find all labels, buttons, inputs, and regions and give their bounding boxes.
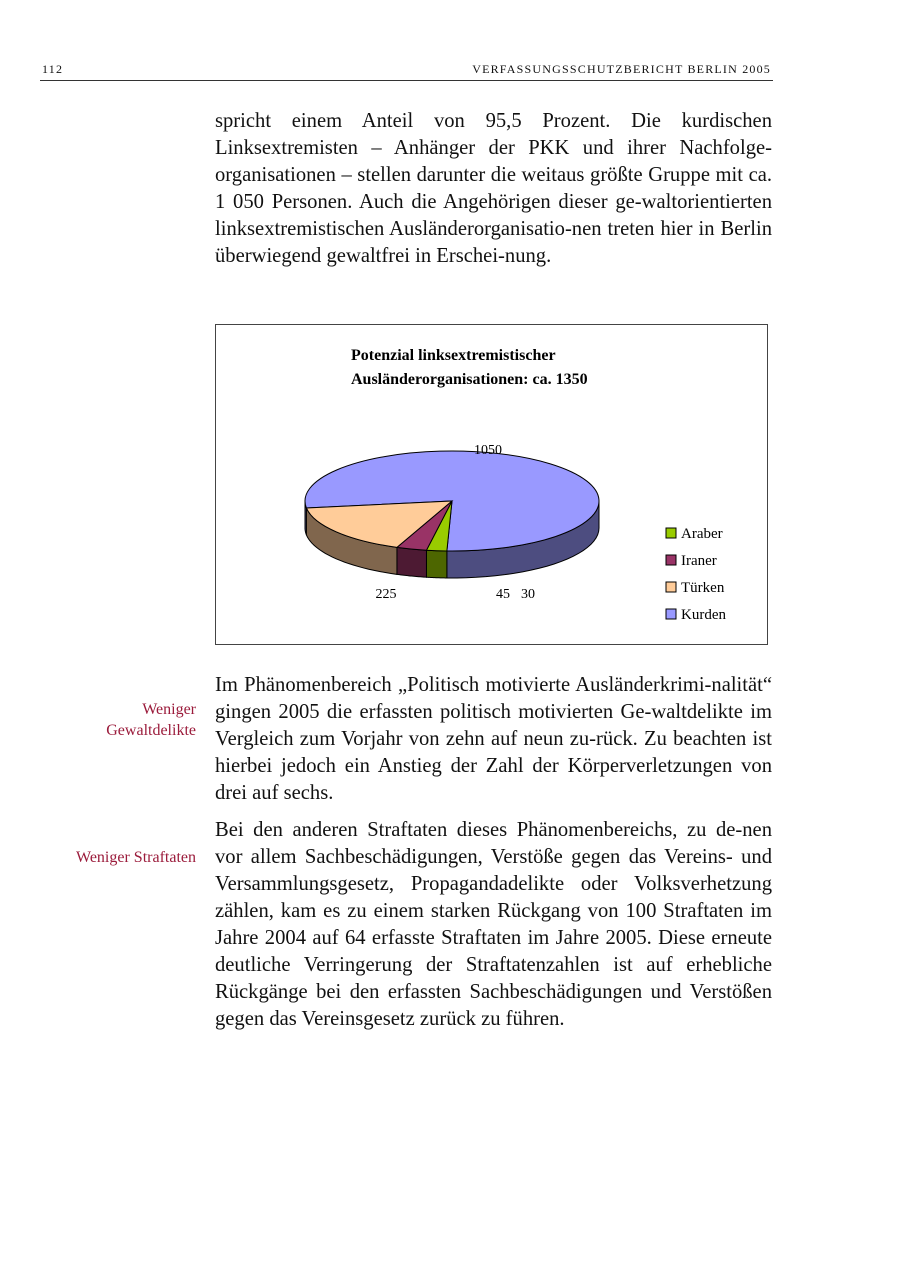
legend-swatch-kurden bbox=[666, 609, 676, 619]
pie-side-araber bbox=[426, 550, 446, 578]
data-label-araber: 30 bbox=[521, 587, 535, 602]
paragraph-intro: spricht einem Anteil von 95,5 Prozent. Die kurdischen Linksextremisten – Anhänger der PKK und ihrer Nachfolge-organisationen – stellen darunter die weitaus größte Gruppe mit ca. 1 050 Personen. Auch die Angehörigen dieser ge-waltorientierten linksextremistischen Ausländerorganisatio-nen treten hier in Berlin überwiegend gewaltfrei in Erschei-nung. bbox=[215, 110, 772, 267]
legend-swatch-iraner bbox=[666, 555, 676, 565]
legend-swatch-araber bbox=[666, 528, 676, 538]
margin-note-gewaltdelikte bbox=[36, 699, 196, 741]
chart-legend bbox=[666, 526, 726, 623]
pie-chart bbox=[215, 324, 768, 645]
pie-side-iraner bbox=[397, 547, 427, 577]
legend-swatch-türken bbox=[666, 582, 676, 592]
data-label-kurden: 1050 bbox=[474, 443, 502, 458]
paragraph-gewaltdelikte: Im Phänomenbereich „Politisch motivierte Ausländerkrimi-nalität“ gingen 2005 die erfassten politisch motivierten Ge-waltdelikte im Vergleich zum Vorjahr von zehn auf neun zu-rück. Zu beachten ist hierbei jedoch ein Anstieg der Zahl der Körperverletzungen von drei auf sechs. bbox=[215, 674, 772, 804]
chart-title-line1: Potenzial linksextremistischer bbox=[351, 347, 556, 364]
legend-label-iraner: Iraner bbox=[681, 553, 717, 569]
legend-label-araber: Araber bbox=[681, 526, 723, 542]
chart-title-line2: Ausländerorganisationen: ca. 1350 bbox=[351, 371, 588, 388]
margin-note-line: Weniger bbox=[142, 701, 196, 718]
pie-group bbox=[305, 443, 599, 602]
legend-label-türken: Türken bbox=[681, 580, 725, 596]
data-label-türken: 225 bbox=[375, 587, 397, 602]
data-label-iraner: 45 bbox=[496, 587, 510, 602]
page-number: 112 bbox=[42, 62, 64, 76]
pie-chart-canvas bbox=[216, 325, 769, 646]
paragraph-straftaten: Bei den anderen Straftaten dieses Phänomenbereichs, zu de-nen vor allem Sachbeschädigungen, Verstöße gegen das Vereins- und Versammlungsgesetz, Propagandadelikte oder Volksverhetzung zählen, kam es zu einem starken Rückgang von 100 Straftaten im Jahre 2004 auf 64 erfasste Straftaten im Jahre 2005. Diese erneute deutliche Verringerung der Straftatenzahlen ist auf erhebliche Rückgänge bei den erfassten Sachbeschädigungen und Verstößen gegen das Vereinsgesetz zurück zu führen. bbox=[215, 819, 772, 1030]
margin-note-straftaten: Weniger Straftaten bbox=[76, 849, 196, 866]
running-title: VERFASSUNGSSCHUTZBERICHT BERLIN 2005 bbox=[472, 62, 771, 76]
legend-label-kurden: Kurden bbox=[681, 607, 726, 623]
page-header bbox=[40, 62, 773, 81]
margin-note-line: Gewaltdelikte bbox=[106, 722, 196, 739]
